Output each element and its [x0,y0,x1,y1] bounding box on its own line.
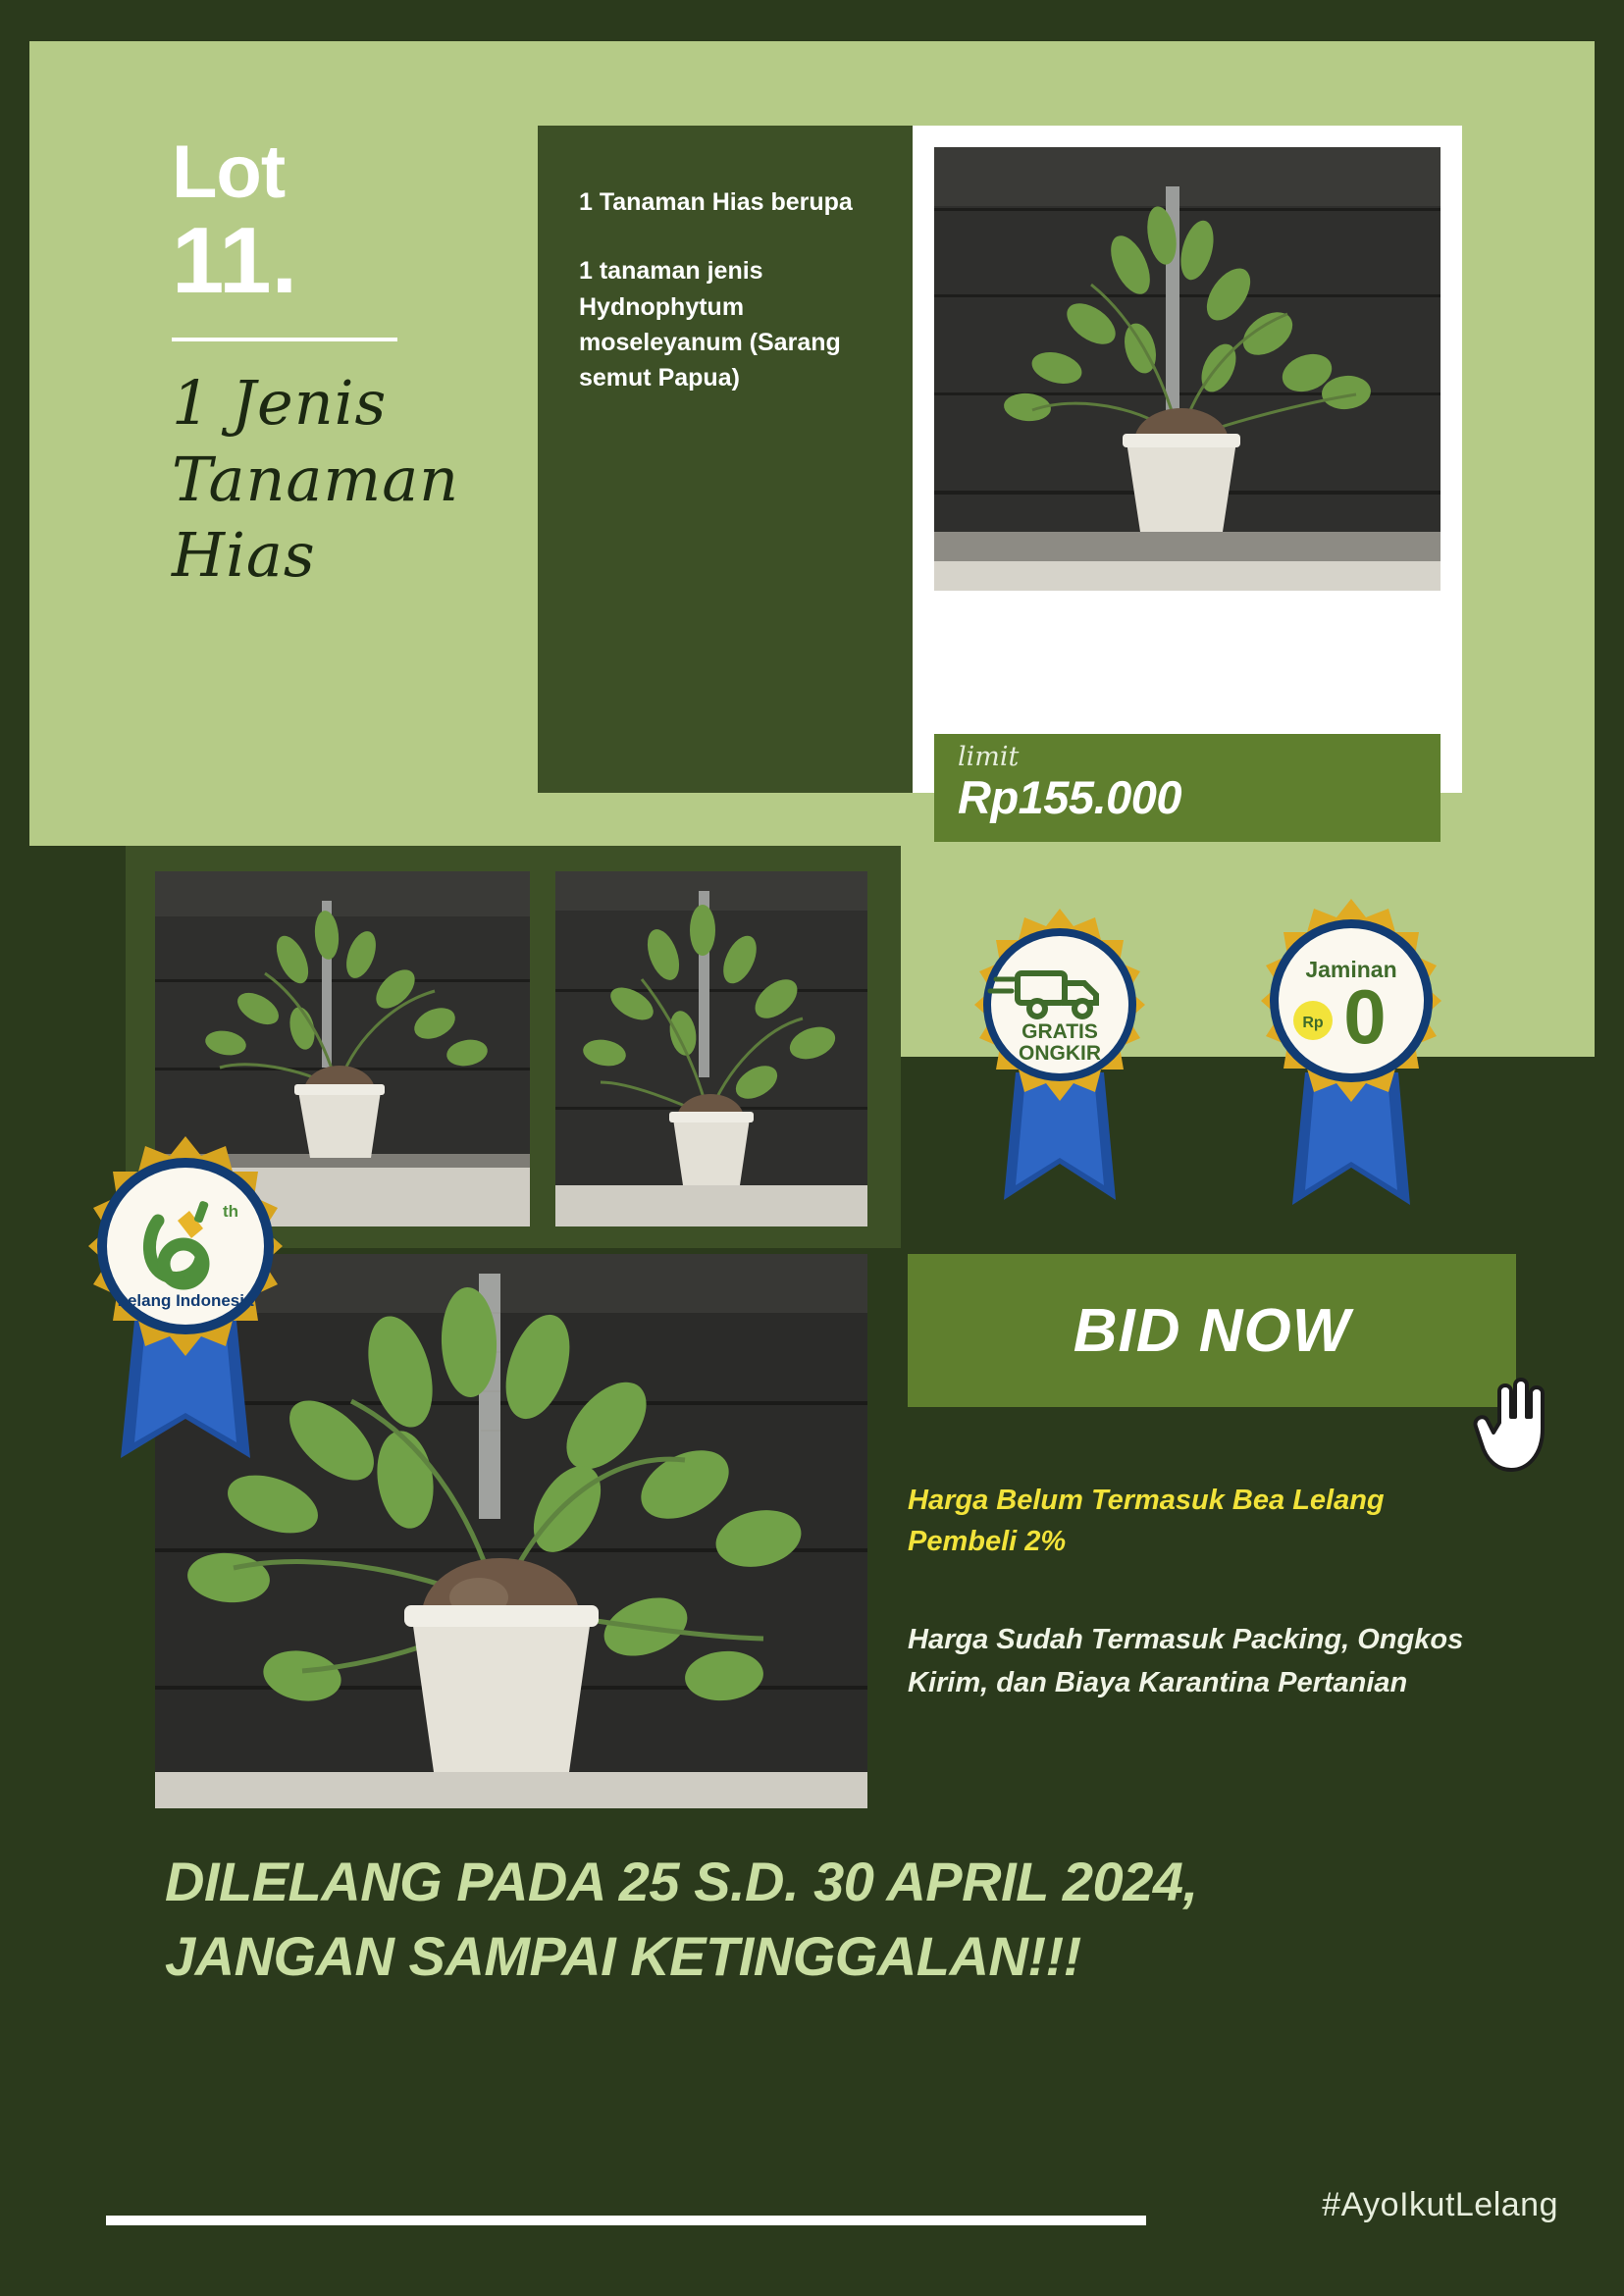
badge-jaminan-rp0 [1241,891,1462,1229]
plant-photo-thumb-2 [555,871,867,1226]
lot-label: Lot [172,130,286,214]
badge-lelang-indonesia [64,1126,309,1480]
gratis-ongkir-badge-graphic [957,901,1163,1225]
badge-jaminan-value: 0 [1343,973,1387,1060]
hand-cursor-icon [1470,1372,1558,1480]
badge-jaminan-label: Jaminan [1305,957,1397,982]
lot-script-line-2: Tanaman [172,443,460,515]
main-photo-card [913,126,1462,823]
plant-thumb-2-illustration [555,871,867,1226]
bid-now-button[interactable] [908,1254,1516,1407]
lot-block [172,130,545,594]
headline-line-1: DILELANG PADA 25 S.D. 30 APRIL 2024, [165,1851,1198,1912]
lelang-indonesia-badge-graphic [64,1126,309,1480]
lot-script-line-1: 1 Jenis [172,367,388,440]
footer-hashtag: #AyoIkutLelang [1322,2186,1558,2223]
note-included: Harga Sudah Termasuk Packing, Ongkos Kirim, dan Biaya Karantina Pertanian [908,1624,1464,1698]
lot-script-line-3: Hias [172,519,316,592]
badge-ongkir-line2: ONGKIR [1019,1042,1101,1065]
headline-line-2: JANGAN SAMPAI KETINGGALAN!!! [165,1924,1081,1987]
badge-jaminan-rp: Rp [1302,1015,1324,1031]
note-fee-buyer: Harga Belum Termasuk Bea Lelang Pembeli 2% [908,1485,1385,1558]
jaminan-badge-graphic [1241,891,1462,1229]
limit-label: limit [958,742,1020,772]
lot-number: 11. [172,208,298,314]
description-line-2: 1 tanaman jenis Hydnophytum moseleyanum (Sarang semut Papua) [579,257,841,391]
limit-value: Rp155.000 [958,771,1182,823]
left-dark-notch [29,846,128,1057]
bid-now-label: BID NOW [1073,1296,1351,1365]
divider [172,338,397,341]
limit-price-bar [934,734,1441,842]
description-box [538,126,913,793]
badge-lelang-name: Lelang Indonesia [117,1291,254,1310]
description-line-1: 1 Tanaman Hias berupa [579,188,853,216]
auction-date-headline [165,1845,1539,1993]
lot-script-text [172,365,545,594]
badge-gratis-ongkir [957,901,1163,1225]
plant-photo-illustration [934,147,1441,591]
badge-lelang-th: th [223,1202,239,1221]
badge-ongkir-line1: GRATIS [1022,1020,1098,1043]
footer-divider [106,2216,1146,2225]
plant-photo-main [934,147,1441,591]
